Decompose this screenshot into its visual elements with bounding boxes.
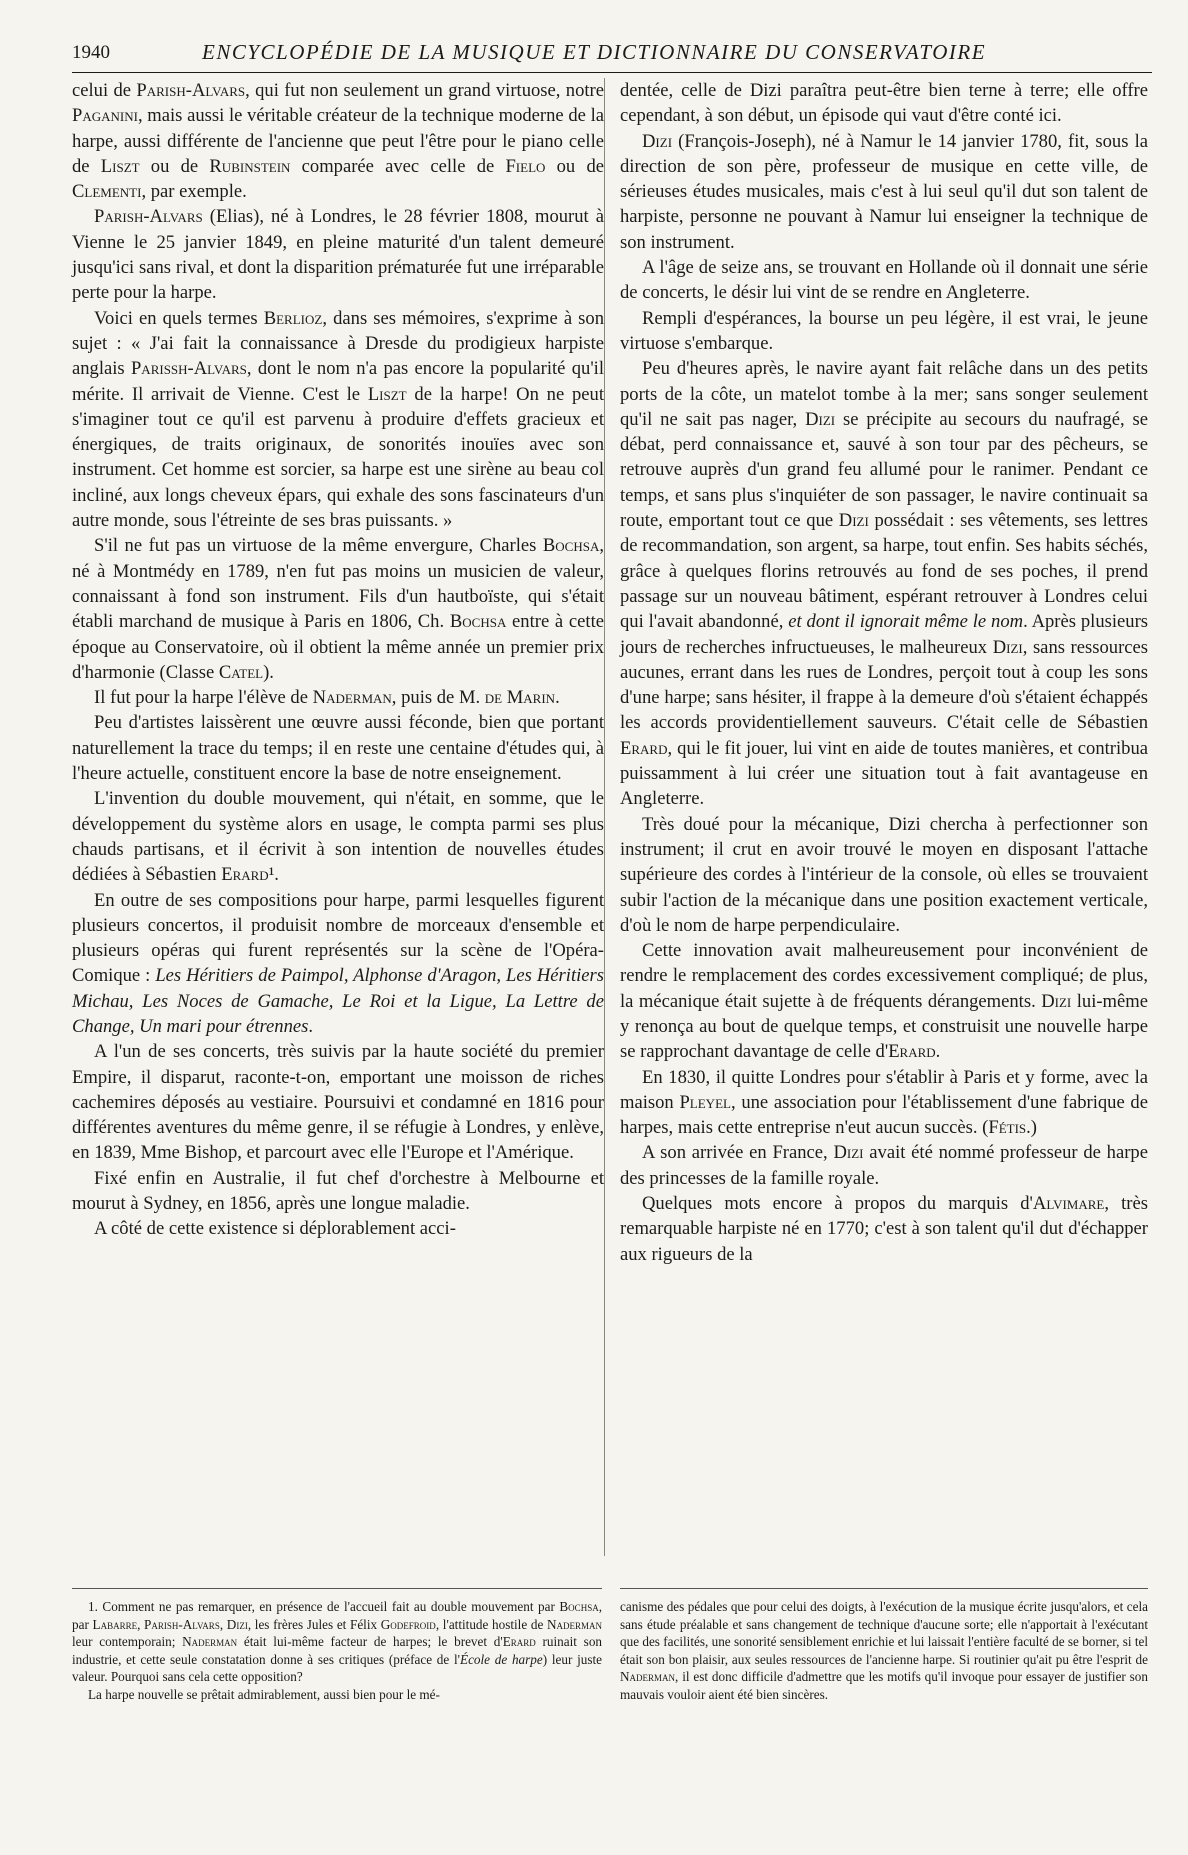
footnote-paragraph: canisme des pédales que pour celui des doigts, à l'exécution de la musique écrite jusqu'alors, et cela sans étude préalable et sans changement de technique d'aucune sorte; elle n'apportait à l'exécutant que des facilités, une sonorité sensiblement enrichie et lui laissait l'entière faculté de se borner, si tel était son bon plaisir, aux seules ressources de l'ancienne harpe. Si routinier qu'ait pu être l'esprit de Naderman, il est donc difficile d'admettre que les motifs qu'il invoque pour essayer de justifier son mauvais vouloir aient été bien sincères. [620, 1599, 1148, 1702]
header-rule [72, 72, 1152, 73]
paragraph: Fixé enfin en Australie, il fut chef d'orchestre à Melbourne et mourut à Sydney, en 1856, après une longue maladie. [72, 1167, 604, 1215]
paragraph: Rempli d'espérances, la bourse un peu légère, il est vrai, le jeune virtuose s'embarque. [620, 307, 1148, 354]
paragraph: S'il ne fut pas un virtuose de la même envergure, Charles Bochsa, né à Montmédy en 1789, n'en fut pas moins un musicien de valeur, connaissant à fond son instrument. Fils d'un hautboïste, qui s'était établi marchand de musique à Paris en 1806, Ch. Bochsa entre à cette époque au Conservatoire, où il obtient la même année un premier prix d'harmonie (Classe Catel). [72, 535, 605, 683]
paragraph: A l'âge de seize ans, se trouvant en Hollande où il donnait une série de concerts, le désir lui vint de se rendre en Angleterre. [620, 257, 1148, 304]
footnote-right [620, 1598, 1148, 1704]
paragraph: Il fut pour la harpe l'élève de Naderman, puis de M. de Marin. [94, 687, 560, 709]
footnote-rule [72, 1588, 602, 1589]
paragraph: Peu d'artistes laissèrent une œuvre aussi féconde, bien que portant naturellement la trace du temps; il en reste une centaine d'études qui, à l'heure actuelle, constituent encore la base de notre enseignement. [72, 712, 604, 785]
paragraph: Parish-Alvars (Elias), né à Londres, le 28 février 1808, mourut à Vienne le 25 janvier 1849, en pleine maturité d'un talent demeuré jusqu'ici sans rival, et dont la disparition prématurée fut une irréparable perte pour la harpe. [72, 206, 604, 304]
paragraph: Quelques mots encore à propos du marquis d'Alvimare, très remarquable harpiste né en 1770; c'est à son talent qu'il dut d'échapper aux rigueurs de la [620, 1193, 1148, 1265]
paragraph: A côté de cette existence si déplorablement acci- [94, 1218, 456, 1240]
footnote-left [72, 1598, 602, 1704]
paragraph: Très doué pour la mécanique, Dizi chercha à perfectionner son instrument; il crut en avoir trouvé le moyen en disposant l'attache supérieure des cordes à l'intérieur de la console, où elles se trouvaient subir l'action de la mécanique dans une position exactement verticale, d'où le nom de harpe perpendiculaire. [620, 813, 1148, 936]
paragraph: En outre de ses compositions pour harpe, parmi lesquelles figurent plusieurs concertos, il produisit nombre de morceaux d'ensemble et plusieurs opéras qui furent représentés sur la scène de l'Opéra-Comique : Les Héritiers de Paimpol, Alphonse d'Aragon, Les Héritiers Michau, Les Noces de Gamache, Le Roi et la Ligue, La Lettre de Change, Un mari pour étrennes. [72, 889, 604, 1037]
paragraph: Voici en quels termes Berlioz, dans ses mémoires, s'exprime à son sujet : « J'ai fait la connaissance à Dresde du prodigieux harpiste anglais Parissh-Alvars, dont le nom n'a pas encore la popularité qu'il mérite. Il arrivait de Vienne. C'est le Liszt de la harpe! On ne peut s'imaginer tout ce qu'il est parvenu à produire d'effets gracieux et énergiques, de traits originaux, de sonorités inouïes avec son instrument. Cet homme est sorcier, sa harpe est une sirène au beau col incliné, aux longs cheveux épars, qui exhale des sons fascinateurs d'un autre monde, sous l'étreinte de ses bras puissants. » [72, 307, 605, 532]
page-number: 1940 [72, 42, 110, 63]
footnote-paragraph: La harpe nouvelle se prêtait admirablement, aussi bien pour le mé- [88, 1686, 440, 1702]
paragraph: Dizi (François-Joseph), né à Namur le 14 janvier 1780, fit, sous la direction de son père, professeur de musique en cette ville, de sérieuses études musicales, mais c'est à lui seul qu'il dut son talent de harpiste, personne ne pouvant à Namur lui enseigner la technique de son instrument. [620, 130, 1148, 253]
footnote-paragraph: 1. Comment ne pas remarquer, en présence de l'accueil fait au double mouvement par Bochsa, par Labarre, Parish-Alvars, Dizi, les frères Jules et Félix Godefroid, l'attitude hostile de Naderman leur contemporain; Naderman était lui-même facteur de harpes; le brevet d'Erard ruinait son industrie, et cette seule constatation donne à ses critiques (préface de l'École de harpe) leur juste valeur. Pourquoi sans cela cette opposition? [72, 1599, 603, 1685]
paragraph: L'invention du double mouvement, qui n'était, en somme, que le développement du système alors en usage, le compta parmi ses plus chauds partisans, et il écrivit à son intention de nouvelles études dédiées à Sébastien Erard¹. [72, 788, 604, 886]
running-title: ENCYCLOPÉDIE DE LA MUSIQUE ET DICTIONNAIRE DU CONSERVATOIRE [202, 40, 987, 64]
paragraph: A son arrivée en France, Dizi avait été nommé professeur de harpe des princesses de la famille royale. [620, 1142, 1148, 1189]
footnote-rule [620, 1588, 1148, 1589]
column-separator [604, 78, 605, 1556]
paragraph: Cette innovation avait malheureusement pour inconvénient de rendre le remplacement des cordes excessivement compliqué; de plus, la mécanique était sujette à de fréquents dérangements. Dizi lui-même y renonça au bout de quelque temps, et construisit une nouvelle harpe se rapprochant davantage de celle d'Erard. [620, 940, 1148, 1063]
paragraph: Peu d'heures après, le navire ayant fait relâche dans un des petits ports de la côte, un matelot tombe à la mer; sans songer seulement qu'il ne sait pas nager, Dizi se précipite au secours du naufragé, se débat, perd connaissance et, sauvé à son tour par des pêcheurs, se retrouve auprès d'un grand feu allumé pour le ranimer. Pendant ce temps, et sans plus s'inquiéter de son passager, le navire continuait sa route, emportant tout ce que Dizi possédait : ses vêtements, ses lettres de recommandation, son argent, sa harpe, tout enfin. Ses habits séchés, grâce à quelques florins retrouvés au fond de ses poches, il prend passage sur un nouveau bâtiment, espérant retrouver à Londres celui qui l'avait abandonné, et dont il ignorait même le nom. Après plusieurs jours de recherches infructueuses, le malheureux Dizi, sans ressources aucunes, errant dans les rues de Londres, perçoit tout à coup les sons d'une harpe; sans hésiter, il frappe à la demeure d'où s'étaient échappés les accords providentiellement sauveurs. C'était celle de Sébastien Erard, qui le fit jouer, lui vint en aide de toutes manières, et contribua puissamment à lui créer une situation tout à fait avantageuse en Angleterre. [620, 358, 1149, 810]
page-header [72, 38, 1152, 68]
right-column [620, 78, 1148, 1267]
paragraph: dentée, celle de Dizi paraîtra peut-être bien terne à terre; elle offre cependant, à son début, un épisode qui vaut d'être conté ici. [620, 80, 1148, 127]
paragraph: En 1830, il quitte Londres pour s'établir à Paris et y forme, avec la maison Pleyel, une association pour l'établissement d'une fabrique de harpes, mais cette entreprise n'eut aucun succès. (Fétis.) [620, 1066, 1148, 1139]
paragraph: A l'un de ses concerts, très suivis par la haute société du premier Empire, il disparut, raconte-t-on, emportant une moisson de riches cachemires déposés au vestiaire. Poursuivi et condamné en 1816 pour différentes aventures du même genre, il se réfugie à Londres, y enlève, en 1839, Mme Bishop, et parcourt avec elle l'Europe et l'Amérique. [72, 1041, 604, 1164]
left-column [72, 78, 604, 1242]
paragraph: celui de Parish-Alvars, qui fut non seulement un grand virtuose, notre Paganini, mais aussi le véritable créateur de la technique moderne de la harpe, aussi différente de l'ancienne que peut l'être pour le piano celle de Liszt ou de Rubinstein comparée avec celle de Fielo ou de Clementi, par exemple. [72, 80, 605, 203]
